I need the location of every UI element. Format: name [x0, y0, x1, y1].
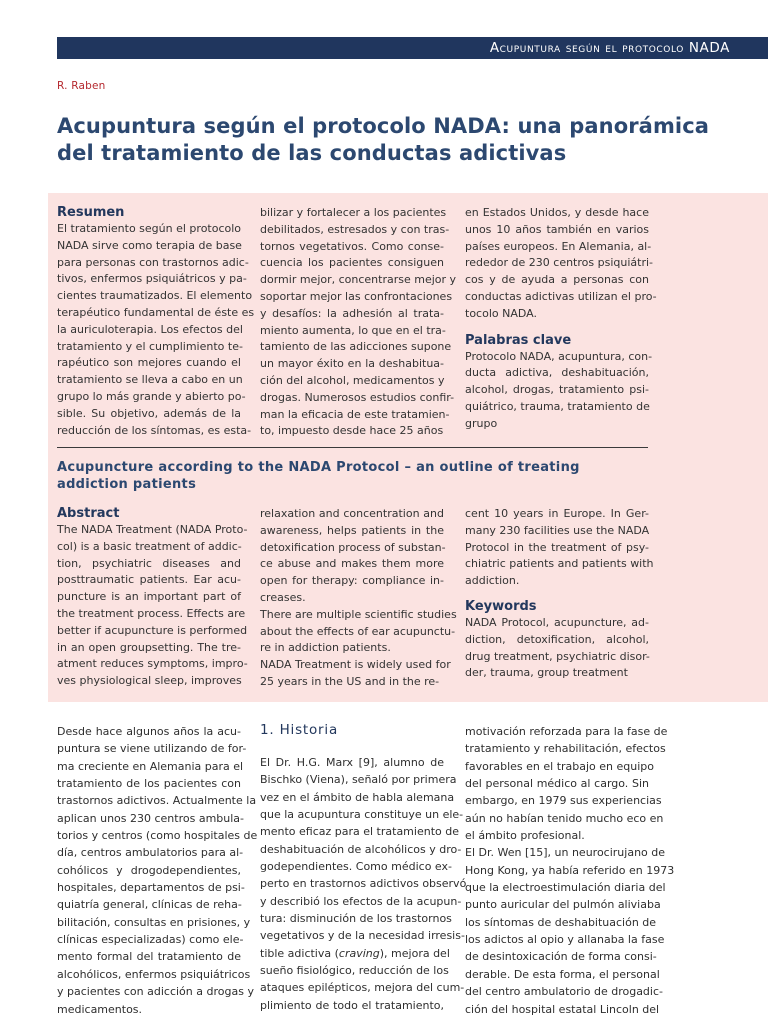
text-line: rapéutico son mejores cuando el — [57, 356, 241, 370]
body-lines-2 — [260, 754, 467, 945]
text-line: rededor de 230 centros psiquiátri- — [465, 256, 653, 270]
text-line: cientes traumatizados. El elemento — [57, 289, 253, 303]
text-line: y describió los efectos de la acupun- — [260, 894, 462, 908]
text-line: embargo, en 1979 sus experiencias — [465, 794, 662, 808]
abstract-lines-2 — [260, 506, 457, 691]
body-col-2 — [260, 720, 467, 1014]
article-title — [57, 113, 737, 166]
text-line: tratamiento y el cumplimiento te- — [57, 339, 243, 353]
text-line: tratamiento y rehabilitación, efectos — [465, 742, 666, 756]
text-line: man la eficacia de este tratamien- — [260, 407, 450, 421]
body-lines-1 — [57, 723, 258, 1018]
body-col-1 — [57, 723, 258, 1018]
text-line: to, impuesto desde hace 25 años — [260, 424, 444, 438]
text-line: tratamiento de los pacientes con — [57, 777, 241, 791]
text-line: cos y de ayuda a personas con — [465, 273, 649, 287]
text-line: vegetativos y de la necesidad irresis- — [260, 929, 465, 943]
text-line: el ámbito profesional. — [465, 829, 585, 843]
heading-spacer — [260, 740, 444, 754]
text-line: The NADA Treatment (NADA Proto- — [57, 523, 248, 536]
text-line: tamiento de las adicciones supone — [260, 340, 452, 354]
text-line: NADA Treatment is widely used for — [260, 658, 451, 672]
english-title-line: Acupuncture according to the NADA Protocol – an outline of treating — [57, 460, 580, 475]
text-line: chiatric patients and patients with — [465, 557, 654, 571]
text-line: en Estados Unidos, y desde hace — [465, 206, 649, 219]
text-line: cuencia los pacientes consiguen — [260, 256, 444, 270]
text-line: the treatment process. Effects are — [57, 606, 246, 620]
text-line: un mayor éxito en la deshabitua- — [260, 357, 444, 371]
text-line: relaxation and concentration and — [260, 507, 444, 520]
text-line: tivos, enfermos psiquiátricos y pa- — [57, 272, 247, 286]
craving-line — [260, 945, 450, 962]
title-line: del tratamiento de las conductas adictivas — [57, 140, 567, 165]
body-lines-3 — [465, 723, 675, 1018]
text-line: motivación reforzada para la fase de — [465, 725, 668, 738]
body-lines-2b — [260, 962, 465, 1014]
text-line: NADA Protocol, acupuncture, ad- — [465, 615, 649, 629]
text-line: diction, detoxification, alcohol, — [465, 632, 649, 646]
resumen-lines-1 — [57, 221, 255, 439]
text-line: alcohólicos, enfermos psiquiátricos — [57, 967, 251, 981]
text-line: la auriculoterapia. Los efectos del — [57, 322, 243, 336]
abstract-lines-1 — [57, 522, 248, 690]
text-line: miento aumenta, lo que en el tra- — [260, 323, 446, 337]
english-title-line: addiction patients — [57, 476, 197, 492]
text-line: sueño fisiológico, reducción de los — [260, 964, 449, 978]
palabras-clave-heading: Palabras clave — [465, 332, 572, 348]
text-line: soportar mejor las confrontaciones — [260, 289, 453, 303]
text-line: perto en trastornos adictivos observó — [260, 877, 467, 891]
text-line: puntura se viene utilizando de for- — [57, 742, 247, 756]
text-line: about the effects of ear acupunctu- — [260, 624, 456, 638]
resumen-lines-2 — [260, 205, 457, 440]
text-line: los adictos al opio y allanaba la fase — [465, 933, 665, 947]
text-line: tion, psychiatric diseases and — [57, 556, 241, 570]
abstract-lines-3 — [465, 506, 654, 590]
text-line: Bischko (Viena), señaló por primera — [260, 773, 457, 787]
historia-heading: 1. Historia — [260, 722, 339, 738]
text-line: quiatría general, clínicas de reha- — [57, 898, 242, 912]
text-line: open for therapy: compliance in- — [260, 574, 444, 588]
text-line: trastornos adictivos. Actualmente la — [57, 794, 257, 808]
text-line: que la electroestimulación diaria del — [465, 881, 666, 895]
text-line: para personas con trastornos adic- — [57, 255, 249, 269]
text-line: clínicas especializadas) como ele- — [57, 933, 244, 947]
resumen-heading: Resumen — [57, 205, 125, 220]
text-line: bilizar y fortalecer a los pacientes — [260, 206, 447, 219]
craving-post: ), mejora del — [379, 946, 450, 960]
keywords-heading: Keywords — [465, 598, 537, 614]
text-line: grupo lo más grande y abierto po- — [57, 389, 246, 403]
author-name: R. Raben — [57, 80, 106, 92]
text-line: re in addiction patients. — [260, 641, 391, 655]
text-line: mento formal del tratamiento de — [57, 950, 241, 964]
text-line: NADA sirve como terapia de base — [57, 238, 242, 252]
text-line: puncture is an important part of — [57, 590, 241, 604]
text-line: los síntomas de deshabituación de — [465, 915, 657, 929]
text-line: ción del hospital estatal Lincoln del — [465, 1002, 660, 1016]
text-line: de desintoxicación de forma consi- — [465, 950, 657, 964]
text-line: many 230 facilities use the NADA — [465, 523, 650, 537]
text-line: del centro ambulatorio de drogadic- — [465, 985, 663, 999]
text-line: debilitados, estresados y con tras- — [260, 222, 450, 236]
text-line: Desde hace algunos años la acu- — [57, 725, 241, 738]
text-line: Protocolo NADA, acupuntura, con- — [465, 349, 653, 363]
text-line: There are multiple scientific studies — [260, 607, 457, 621]
text-line: in an open groupsetting. The tre- — [57, 640, 241, 654]
text-line: ción del alcohol, medicamentos y — [260, 373, 445, 387]
text-line: día, centros ambulatorios para al- — [57, 846, 244, 860]
text-line: punto auricular del pulmón aliviaba — [465, 898, 661, 912]
palabras-clave-lines — [465, 349, 653, 433]
text-line: alcohol, drogas, tratamiento psi- — [465, 383, 649, 397]
text-line: drug treatment, psychiatric disor- — [465, 649, 650, 663]
running-header: Acupuntura según el protocolo NADA — [57, 37, 768, 59]
text-line: sible. Su objetivo, además de la — [57, 406, 241, 420]
text-line: torios y centros (como hospitales de — [57, 829, 258, 843]
text-line: medicamentos. — [57, 1002, 143, 1016]
abstract-divider — [57, 447, 648, 448]
text-line: detoxification process of substan- — [260, 540, 446, 554]
text-line: Hong Kong, ya había referido en 1973 — [465, 863, 675, 877]
craving-word: craving — [338, 946, 380, 960]
craving-pre: tible adictiva ( — [260, 946, 339, 960]
title-line: Acupuntura según el protocolo NADA: una panorámica — [57, 114, 710, 138]
text-line: conductas adictivas utilizan el pro- — [465, 289, 657, 303]
text-line: drogas. Numerosos estudios confir- — [260, 390, 455, 404]
text-line: awareness, helps patients in the — [260, 523, 444, 537]
text-line: ducta adictiva, deshabituación, — [465, 366, 649, 380]
text-line: better if acupuncture is performed — [57, 623, 248, 637]
text-line: terapéutico fundamental de éste es — [57, 305, 255, 319]
text-line: ce abuse and makes them more — [260, 557, 444, 571]
text-line: quiátrico, trauma, tratamiento de — [465, 399, 650, 413]
text-line: que la acupuntura constituye un ele- — [260, 808, 464, 822]
text-line: plimiento de todo el tratamiento, — [260, 998, 444, 1012]
text-line: atment reduces symptoms, impro- — [57, 657, 248, 671]
body-col-3 — [465, 723, 675, 1018]
text-line: del personal médico al cargo. Sin — [465, 777, 649, 791]
text-line: tratamiento se lleva a cabo en un — [57, 373, 243, 387]
text-line: países europeos. En Alemania, al- — [465, 239, 652, 253]
resumen-col-3 — [465, 205, 657, 433]
keywords-lines — [465, 615, 649, 682]
text-line: aplican unos 230 centros ambula- — [57, 811, 244, 825]
resumen-col-1 — [57, 204, 255, 439]
text-line: ma creciente en Alemania para el — [57, 759, 244, 773]
text-line: tornos vegetativos. Como conse- — [260, 239, 444, 253]
text-line: col) is a basic treatment of addic- — [57, 539, 242, 553]
text-line: El Dr. H.G. Marx [9], alumno de — [260, 756, 444, 769]
text-line: aún no habían tenido mucho eco en — [465, 811, 664, 825]
text-line: derable. De esta forma, el personal — [465, 967, 660, 981]
text-line: bilitación, consultas en prisiones, y — [57, 915, 251, 929]
text-line: creases. — [260, 590, 306, 604]
abstract-heading: Abstract — [57, 506, 120, 521]
text-line: addiction. — [465, 574, 520, 588]
text-line: 25 years in the US and in the re- — [260, 674, 440, 688]
text-line: vez en el ámbito de habla alemana — [260, 790, 455, 804]
text-line: ves physiological sleep, improves — [57, 674, 242, 688]
abstract-col-3 — [465, 506, 654, 682]
text-line: ataques epilépticos, mejora del cum- — [260, 981, 465, 995]
abstract-col-2 — [260, 506, 457, 691]
text-line: reducción de los síntomas, es esta- — [57, 423, 252, 437]
text-line: El tratamiento según el protocolo — [57, 222, 242, 235]
text-line: cohólicos y drogodependientes, — [57, 863, 241, 877]
text-line: tura: disminución de los trastornos — [260, 912, 452, 926]
text-line: favorables en el trabajo en equipo — [465, 759, 655, 773]
resumen-col-2 — [260, 205, 457, 440]
text-line: El Dr. Wen [15], un neurocirujano de — [465, 846, 666, 860]
text-line: deshabituación de alcohólicos y dro- — [260, 842, 462, 856]
text-line: cent 10 years in Europe. In Ger- — [465, 507, 649, 520]
text-line: y desafíos: la adhesión al trata- — [260, 306, 444, 320]
text-line: Protocol in the treatment of psy- — [465, 540, 649, 554]
text-line: tocolo NADA. — [465, 306, 537, 320]
text-line: hospitales, departamentos de psi- — [57, 881, 245, 895]
abstract-col-1 — [57, 505, 248, 690]
text-line: godependientes. Como médico ex- — [260, 860, 452, 874]
text-line: y pacientes con adicción a drogas y — [57, 985, 254, 999]
text-line: posttraumatic patients. Ear acu- — [57, 573, 241, 587]
resumen-lines-3 — [465, 205, 657, 323]
text-line: unos 10 años también en varios — [465, 222, 649, 236]
text-line: grupo — [465, 416, 498, 430]
text-line: mento eficaz para el tratamiento de — [260, 825, 459, 839]
text-line: der, trauma, group treatment — [465, 666, 628, 680]
text-line: dormir mejor, concentrarse mejor y — [260, 273, 457, 287]
english-title — [57, 460, 657, 493]
